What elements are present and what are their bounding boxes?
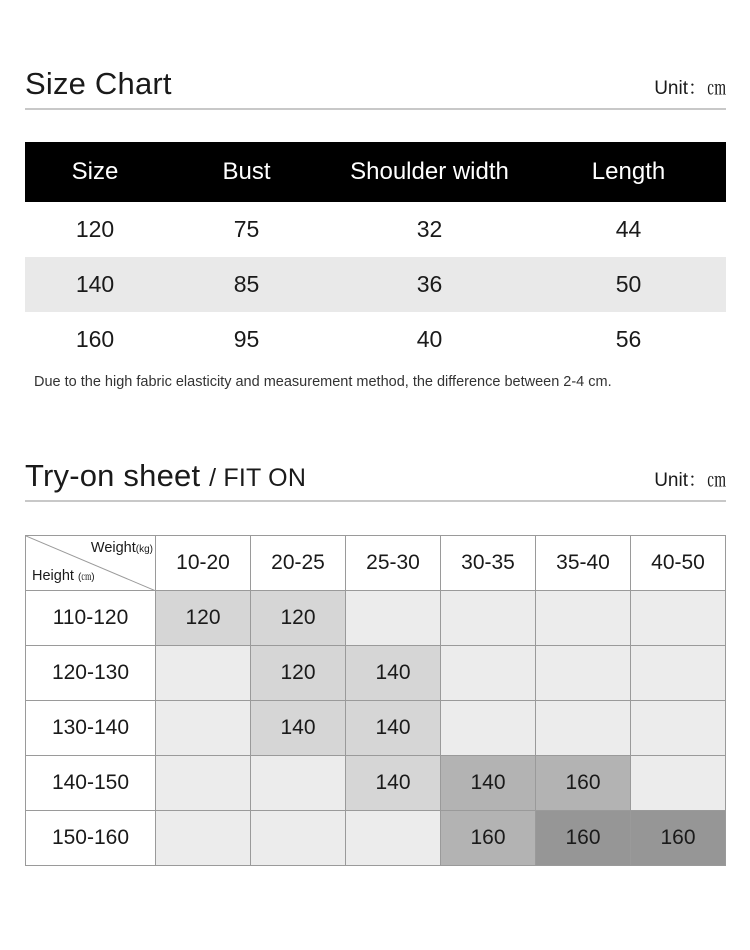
size-chart-header xyxy=(25,66,726,110)
cell-bust: 85 xyxy=(233,271,260,297)
fit-sheet-header xyxy=(25,458,726,502)
size-chart-unit: Unit：㎝ xyxy=(654,78,726,99)
height-header: 120-130 xyxy=(26,646,156,701)
cell-size: 120 xyxy=(75,216,115,242)
fit-cell xyxy=(156,646,251,701)
table-row xyxy=(26,811,726,866)
table-row xyxy=(26,591,726,646)
table-row xyxy=(25,312,726,367)
height-label-text: Height xyxy=(32,568,74,584)
fit-cell xyxy=(536,701,631,756)
cell-length: 50 xyxy=(615,271,642,297)
corner-cell xyxy=(26,536,156,591)
weight-header: 10-20 xyxy=(156,536,251,591)
height-axis-label xyxy=(32,568,95,584)
fit-cell xyxy=(156,701,251,756)
fit-cell xyxy=(631,701,726,756)
fit-cell xyxy=(631,591,726,646)
table-row xyxy=(25,202,726,257)
fit-cell: 160 xyxy=(536,756,631,811)
size-chart-title: Size Chart xyxy=(25,66,172,101)
fit-cell xyxy=(441,646,536,701)
fit-cell xyxy=(441,701,536,756)
weight-unit-text: (kg) xyxy=(135,544,153,555)
column-header-size: Size xyxy=(71,158,119,185)
fit-cell: 160 xyxy=(441,811,536,866)
fit-cell xyxy=(251,756,346,811)
fit-cell: 160 xyxy=(631,811,726,866)
cell-bust: 75 xyxy=(233,216,260,242)
weight-header: 40-50 xyxy=(631,536,726,591)
weight-header: 20-25 xyxy=(251,536,346,591)
fit-sheet-title xyxy=(25,458,306,494)
cell-length: 44 xyxy=(615,216,642,242)
fit-sheet-unit: Unit：㎝ xyxy=(654,470,726,491)
cell-size: 160 xyxy=(75,326,115,352)
fit-sheet-title-main: Try-on sheet xyxy=(25,458,201,493)
size-chart-header-row xyxy=(25,142,726,202)
fit-cell: 140 xyxy=(346,701,441,756)
fit-sheet-subtitle: / FIT ON xyxy=(209,464,307,492)
fit-cell xyxy=(251,811,346,866)
size-chart-note: Due to the high fabric elasticity and measurement method, the difference between 2-4 cm. xyxy=(34,374,612,390)
table-row xyxy=(26,646,726,701)
fit-cell: 120 xyxy=(251,646,346,701)
size-chart-table xyxy=(25,142,726,367)
fit-cell: 140 xyxy=(346,646,441,701)
fit-header-row xyxy=(26,536,726,591)
weight-axis-label xyxy=(91,540,153,556)
fit-sheet-table xyxy=(25,535,726,866)
weight-header: 25-30 xyxy=(346,536,441,591)
cell-shoulder-width: 36 xyxy=(416,271,443,297)
fit-cell xyxy=(536,591,631,646)
fit-cell xyxy=(346,811,441,866)
weight-header: 30-35 xyxy=(441,536,536,591)
height-header: 140-150 xyxy=(26,756,156,811)
fit-cell: 160 xyxy=(536,811,631,866)
weight-header: 35-40 xyxy=(536,536,631,591)
cell-size: 140 xyxy=(75,271,115,297)
fit-cell xyxy=(441,591,536,646)
height-unit-text: (㎝) xyxy=(77,572,95,583)
fit-cell xyxy=(536,646,631,701)
fit-cell: 140 xyxy=(441,756,536,811)
weight-label-text: Weight xyxy=(90,540,136,556)
height-header: 130-140 xyxy=(26,701,156,756)
column-header-bust: Bust xyxy=(222,158,271,185)
table-row xyxy=(26,701,726,756)
cell-shoulder-width: 40 xyxy=(416,326,443,352)
column-header-length: Length xyxy=(591,158,666,185)
cell-shoulder-width: 32 xyxy=(416,216,443,242)
table-row xyxy=(26,756,726,811)
cell-bust: 95 xyxy=(233,326,260,352)
height-header: 110-120 xyxy=(26,591,156,646)
fit-cell: 120 xyxy=(251,591,346,646)
height-header: 150-160 xyxy=(26,811,156,866)
cell-length: 56 xyxy=(615,326,642,352)
fit-cell xyxy=(631,646,726,701)
fit-cell xyxy=(346,591,441,646)
column-header-shoulder-width: Shoulder width xyxy=(350,158,509,185)
fit-cell: 120 xyxy=(156,591,251,646)
fit-cell xyxy=(156,756,251,811)
fit-cell: 140 xyxy=(251,701,346,756)
fit-cell: 140 xyxy=(346,756,441,811)
fit-cell xyxy=(631,756,726,811)
table-row xyxy=(25,257,726,312)
fit-cell xyxy=(156,811,251,866)
